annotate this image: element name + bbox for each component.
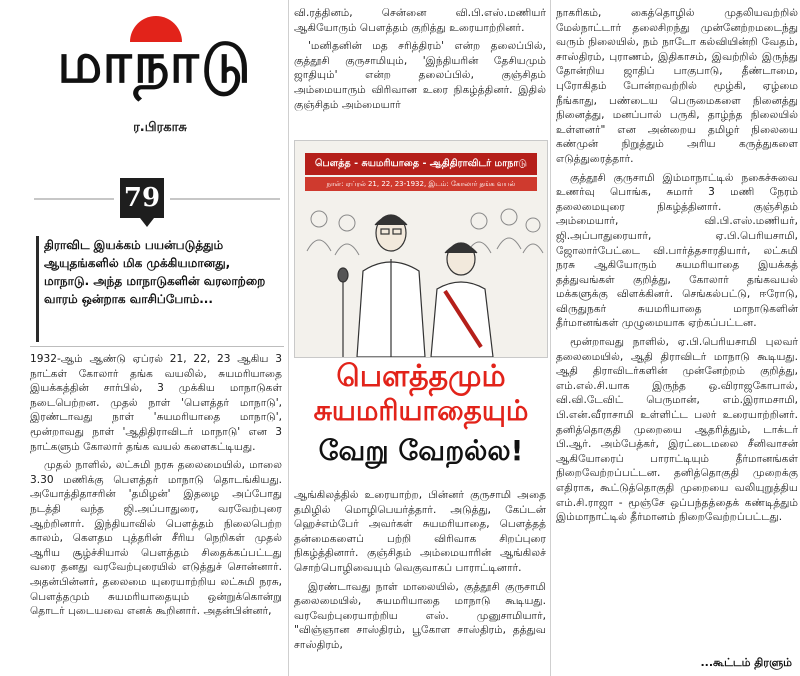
paragraph: ஆங்கிலத்தில் உரையாற்ற, பின்னர் குருசாமி அதை தமிழில் மொழிபெயர்த்தார். அடுத்து, கேப்டன் ஹெச்எம்பேர் அவர்கள் சுயமரியாதை, பௌத்தத் தன்மைகளைப் பற்றி விரிவாக சிறப்புரை நிகழ்த்தினார். குஞ்சிதம் அம்மையாரின் ஆங்கிலச் சொற்பொழிவையும் வெகுவாகப் பாராட்டினார். bbox=[294, 489, 546, 574]
paragraph: 'மனிதனின் மத சரித்திரம்' என்ற தலைப்பில், குத்தூசி குருசாமியும், 'இந்தியரின் தேசியமும் ஜாதியும்' என்ற தலைப்பில், குஞ்சிதம் அம்மையாரும் விரிவான உரை நிகழ்த்தினர். இதில் குஞ்சிதம் அம்மையார் bbox=[294, 40, 546, 111]
illustration-drawing bbox=[295, 141, 547, 357]
paragraph: நாகரிகம், கைத்தொழில் முதலியவற்றில் மேல்நாட்டார் தலைசிறந்து முன்னேற்றமடைந்து வரும் நிலையில், நம் நாடோ கல்வியின்றி வேதம், சாஸ்திரம், புராணம், இதிகாசம், இவற்றில் இருந்து தோன்றிய ஜாதிப் பாகுபாடு, தீண்டாமை, புரோகிதம் போன்றவற்றில் மூழ்கி, ஏழ்மை நீங்காது, பண்டைய பெருமைகளை நினைத்து நினைத்து, மனப்பால் பருகி, தாழ்ந்த நிலையில் உள்ளனர்" என அன்றைய தமிழர் நிலையை கண்முன் நிறுத்தும் அரிய கருத்துகளை எடுத்துரைத்தார். bbox=[556, 7, 798, 165]
headline bbox=[294, 360, 548, 468]
article-column-1 bbox=[30, 352, 282, 623]
column-divider bbox=[550, 0, 551, 676]
illustration-subbanner: நாள்: ஏப்ரல் 21, 22, 23-1932, இடம்: கோலார் தங்க வயல் bbox=[305, 177, 537, 191]
paragraph: இரண்டாவது நாள் மாலையில், குத்தூசி குருசாமி தலைமையில், சுயமரியாதை மாநாடு கூடியது. வரவேற்புரையாற்றிய எஸ். முனுசாமியார், "விஞ்ஞான சாஸ்திரம், பூகோள சாஸ்திரம், தத்துவ சாஸ்திரம், bbox=[294, 580, 546, 651]
illustration-banner: பௌத்த - சுயமரியாதை - ஆதிதிராவிடர் மாநாடு bbox=[305, 153, 537, 175]
paragraph: முதல் நாளில், லட்சுமி நரசு தலைமையில், மாலை 3.30 மணிக்கு பௌத்தர் மாநாடு தொடங்கியது. அயோத்திதாசரின் 'தமிழன்' இதழை அப்போது நடத்தி வந்த ஜி.அப்பாதுரை, வரவேற்புரை ஆற்றினார். இந்தியாவில் பௌத்தம் நிலைபெற்ற காலம், கௌதம புத்தரின் சீரிய நெறிகள் முதல் ஆரிய சூழ்ச்சியால் பௌத்தம் சிதைக்கப்பட்டது வரை தனது வரவேற்புரையில் எடுத்துச் சொன்னார். அதன்பின்னர், தலைமை யுரையாற்றிய லட்சுமி நரசு, பௌத்தமும் சுயமரியாதையும் ஒன்றுக்கொன்று தொடர் புடையவை எனக் கூறினார். அதன்பின்னர், bbox=[30, 459, 282, 618]
continued-note: ...கூட்டம் திரளும் bbox=[700, 656, 792, 669]
column-divider bbox=[288, 0, 289, 676]
headline-line-2: சுயமரியாதையும் bbox=[313, 394, 529, 427]
series-number-badge: 79 bbox=[120, 178, 164, 218]
headline-line-1: பௌத்தமும் bbox=[336, 359, 506, 394]
paragraph: 1932-ஆம் ஆண்டு ஏப்ரல் 21, 22, 23 ஆகிய 3 நாட்கள் கோலார் தங்க வயலில், சுயமரியாதை இயக்கத்தின் சார்பில், 3 முக்கிய மாநாடுகள் நடைபெற்றன. முதல் நாள் 'பௌத்தர் மாநாடு', இரண்டாவது நாள் 'சுயமரியாதை மாநாடு', மூன்றாவது நாள் 'ஆதிதிராவிடர் மாநாடு' என 3 நாட்களும் கோலார் தங்க வயல் களைகட்டியது. bbox=[30, 353, 282, 453]
intro-text: திராவிட இயக்கம் பயன்படுத்தும் ஆயுதங்களில் மிக முக்கியமானது, மாநாடு. அந்த மாநாடுகளின் வரலாற்றை வாரம் ஒன்றாக வாசிப்போம்... bbox=[44, 238, 266, 306]
masthead-title: மாநாடு bbox=[57, 30, 253, 96]
article-column-3 bbox=[556, 6, 798, 529]
lead-separator bbox=[30, 346, 284, 347]
paragraph: குத்தூசி குருசாமி இம்மாநாட்டில் நகைச்சுவை உணர்வு பொங்க, சுமார் 3 மணி நேரம் தலைமையுரை நிகழ்த்தினார். குஞ்சிதம் அம்மையார், வி.பி.எஸ்.மணியர், ஜி.அப்பாதுரையார், ஏ.பி.பெரியசாமி, ஜோலார்பேட்டை வி.பார்த்தசாரதியார், லட்சுமி நரசு ஆகியோரும் சுயமரியாதை இயக்கத் தத்துவங்கள் குறித்து, கோலார் தங்கவயல் மக்களுக்கு விளக்கினர். செங்கல்பட்டு, ஈரோடு, விருதுநகர் சுயமரியாதை மாநாடுகளின் தீர்மானங்கள் முழுமையாக ஏற்கப்பட்டன. bbox=[556, 171, 798, 330]
headline-line-3: வேறு வேறல்ல! bbox=[318, 434, 524, 467]
article-column-2-top bbox=[294, 6, 546, 116]
badge-rule-left bbox=[34, 198, 114, 200]
paragraph: வி.ரத்தினம், சென்னை வி.பி.எஸ்.மணியர் ஆகியோரும் பௌத்தம் குறித்து உரையாற்றினர். bbox=[294, 7, 546, 34]
masthead bbox=[30, 12, 280, 104]
badge-rule-right bbox=[170, 198, 280, 200]
author-name: ர.பிரகாசு bbox=[133, 120, 187, 135]
intro-rule bbox=[36, 236, 39, 342]
badge-pointer bbox=[140, 218, 154, 227]
conference-illustration bbox=[294, 140, 548, 358]
paragraph: மூன்றாவது நாளில், ஏ.பி.பெரியசாமி புலவர் தலைமையில், ஆதி திராவிடர் மாநாடு கூடியது. ஆதி திராவிடர்களின் முன்னேற்றம் குறித்து, எம்.எல்.சி.யாக இருந்த ஒ.விராஜகோபால், வி.வி.டேவிட் பெருமான், எம்.இராமசாமி, பி.என்.வீராசாமி உள்ளிட்ட பலர் உரையாற்றினர். தனித்தொகுதி முறையை ஆதரித்தும், டாக்டர் பி.ஆர். அம்பேத்கர், இரட்டைமலை சீனிவாசன் ஆகியோரைப் பாராட்டியும் தீர்மானங்கள் நிறைவேற்றப்பட்டன. தனித்தொகுதி முறைக்கு எதிராக, கூட்டுத்தொகுதி முறையை வலியுறுத்திய எம்.சி.ராஜா - மூஞ்சே ஒப்பந்தத்தைக் கண்டித்தும் இம்மாநாட்டில் தீர்மானம் நிறைவேற்றப்பட்டது. bbox=[556, 336, 798, 524]
article-column-2-bottom bbox=[294, 488, 546, 657]
